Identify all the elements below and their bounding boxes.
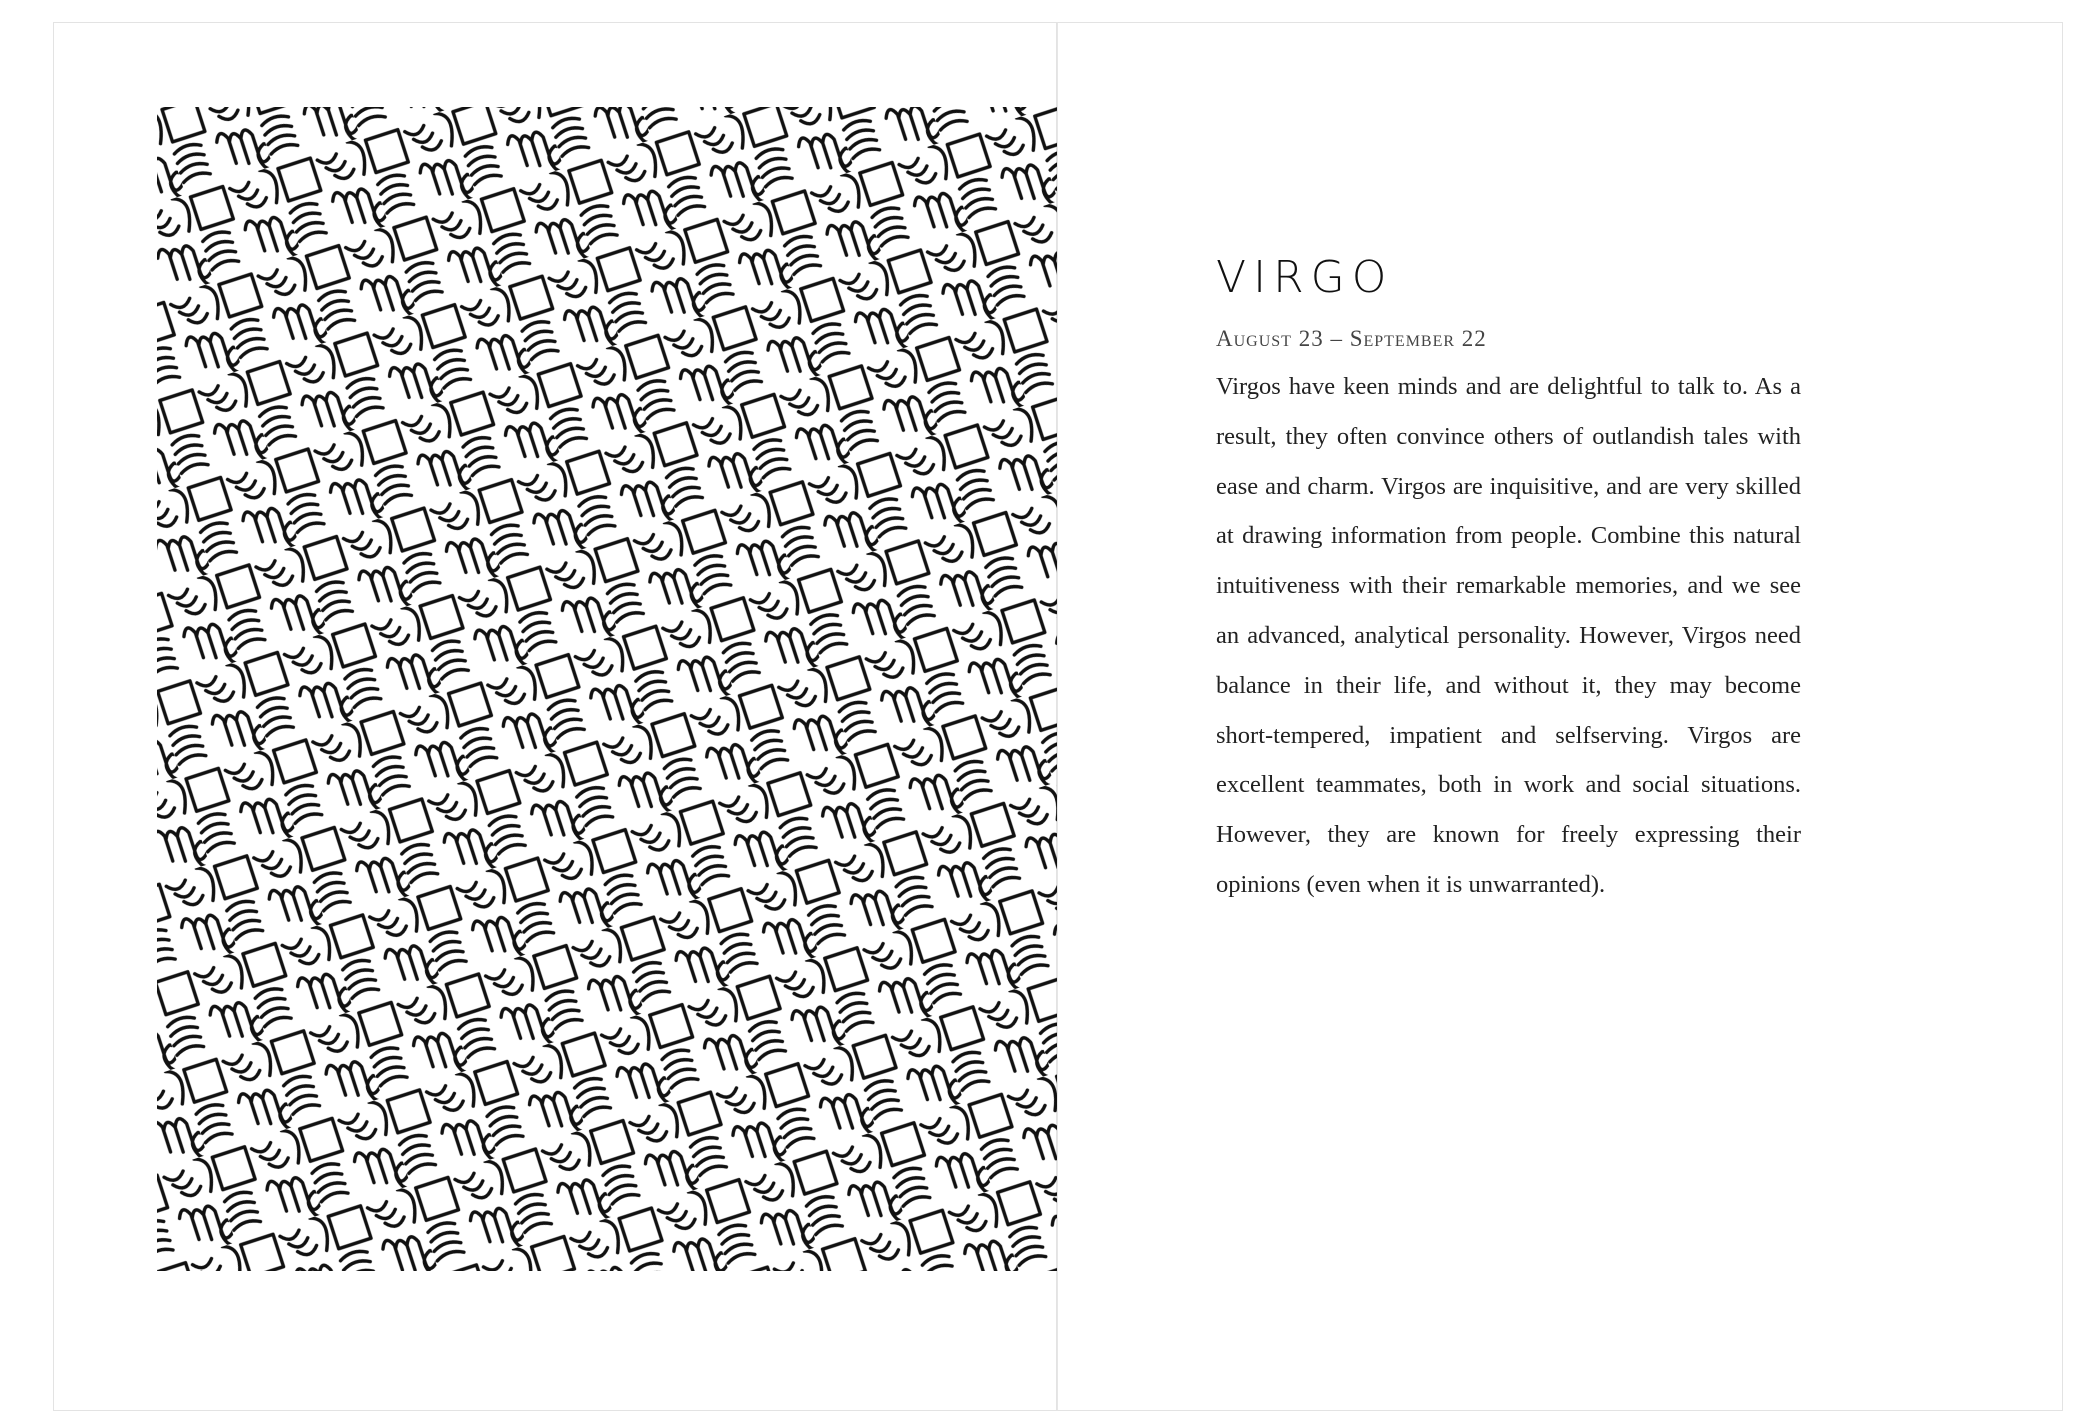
sign-title: VIRGO (1216, 252, 1394, 303)
virgo-pattern-illustration (157, 107, 1057, 1271)
sign-text-block (1216, 250, 1801, 934)
sign-date-range: August 23 – September 22 (1216, 326, 1487, 351)
sign-description: Virgos have keen minds and are delightful to talk to. As a result, they often convince others of outlandish tales with ease and charm. Virgos are inquisitive, and are very skilled at drawing information from people. Combine this natural intuitiveness with their remarkable memories, and we see an advanced, analytical personality. However, Virgos need balance in their life, and without it, they may become short-tempered, impatient and selfserving. Virgos are excellent teammates, both in work and social situations. However, they are known for freely expressing their opinions (even when it is unwarranted). (1216, 373, 1801, 898)
virgo-pattern-svg (157, 107, 1057, 1271)
